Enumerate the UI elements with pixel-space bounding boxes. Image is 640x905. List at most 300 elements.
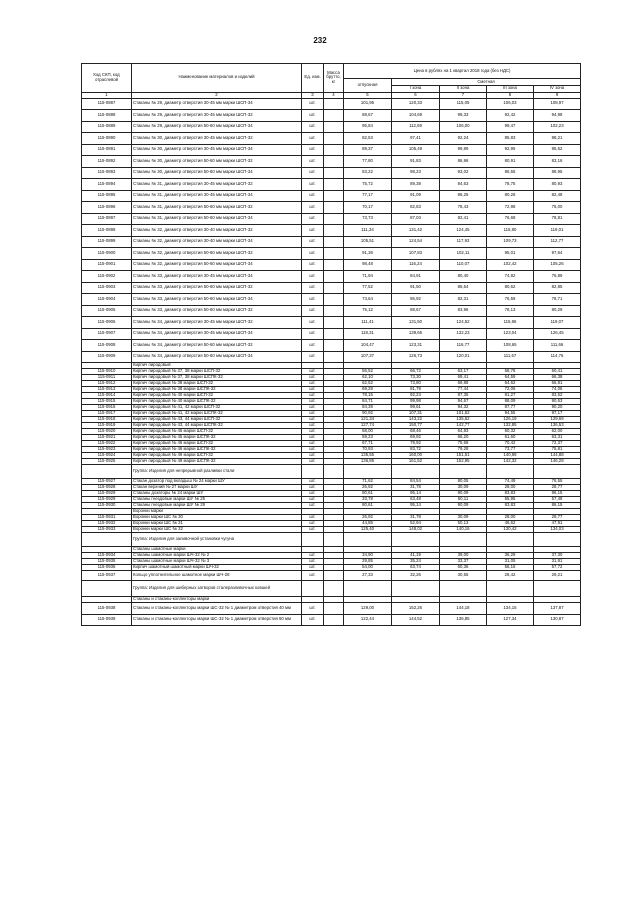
- mass-cell: [324, 571, 344, 581]
- zone-4-price-cell: 134,03: [534, 527, 581, 533]
- name-cell: Кирпич пиродовый № 45 марки ШСП-32: [132, 429, 302, 435]
- name-cell: Воронки марки: [132, 509, 302, 515]
- zone-2-price-cell: 92,24: [440, 133, 487, 145]
- zone-2-price-cell: 132,23: [440, 328, 487, 340]
- zone-4-price-cell: 126,45: [534, 328, 581, 340]
- name-cell: Стаканы и стаканы-коллекторы марки ШС-32 № 1 диаметром отверстия 60 мм: [132, 614, 302, 626]
- zone-2-price-cell: 101,62: [440, 411, 487, 417]
- table-row: [82, 271, 581, 283]
- zone-2-price-cell: 115,05: [440, 98, 487, 110]
- zone-4-price-cell: 62,00: [534, 429, 581, 435]
- code-cell: 115-0889: [82, 121, 132, 133]
- code-cell: 115-0920: [82, 429, 132, 435]
- mass-cell: [324, 603, 344, 615]
- zone-2-price-cell: 80,40: [440, 271, 487, 283]
- header-unit: Ед. изм.: [302, 64, 324, 93]
- table-row: [82, 144, 581, 156]
- zone-1-price-cell: 98,23: [392, 167, 440, 179]
- zone-2-price-cell: 124,52: [440, 317, 487, 329]
- table-row: [82, 248, 581, 260]
- zone-3-price-cell: 88,09: [487, 399, 534, 405]
- zone-2-price-cell: 30,09: [440, 485, 487, 491]
- mass-cell: [324, 225, 344, 237]
- zone-3-price-cell: 83,83: [487, 503, 534, 509]
- release-price-cell: 111,34: [344, 225, 392, 237]
- price-table: [81, 63, 581, 626]
- mass-cell: [324, 340, 344, 352]
- zone-3-price-cell: 134,15: [487, 603, 534, 615]
- code-cell: 115-0910: [82, 369, 132, 375]
- zone-3-price-cell: 46,62: [487, 521, 534, 527]
- unit-cell: шт.: [302, 479, 324, 485]
- zone-1-price-cell: 91,83: [392, 156, 440, 168]
- table-row: [82, 133, 581, 145]
- release-price-cell: 129,00: [344, 603, 392, 615]
- zone-3-price-cell: 74,82: [487, 271, 534, 283]
- name-cell: Кирпич пиродовый: [132, 363, 302, 369]
- zone-2-price-cell: 64,83: [440, 429, 487, 435]
- release-price-cell: 75,12: [344, 305, 392, 317]
- zone-4-price-cell: 74,06: [534, 387, 581, 393]
- zone-2-price-cell: 82,41: [440, 213, 487, 225]
- mass-cell: [324, 581, 344, 597]
- code-cell: 115-0904: [82, 294, 132, 306]
- zone-2-price-cell: 82,31: [440, 294, 487, 306]
- zone-2-price-cell: 50,13: [440, 521, 487, 527]
- name-cell: Стаканы № 32, диаметр отверстия 30-40 мм марки ШСП-34: [132, 236, 302, 248]
- zone-1-price-cell: 95,14: [392, 491, 440, 497]
- zone-4-price-cell: 90,20: [534, 405, 581, 411]
- zone-3-price-cell: 108,65: [487, 340, 534, 352]
- zone-1-price-cell: 32,26: [392, 571, 440, 581]
- unit-cell: шт.: [302, 441, 324, 447]
- zone-3-price-cell: 132,85: [487, 423, 534, 429]
- zone-4-price-cell: 90,53: [534, 399, 581, 405]
- release-price-cell: 71,62: [344, 479, 392, 485]
- zone-2-price-cell: 30,55: [440, 571, 487, 581]
- table-row: [82, 581, 581, 597]
- zone-1-price-cell: 68,46: [392, 429, 440, 435]
- zone-2-price-cell: 152,95: [440, 459, 487, 465]
- name-cell: Кирпич пиродовый № 41, 42 марки ШСПК-32: [132, 411, 302, 417]
- code-cell: [82, 533, 132, 547]
- code-cell: 115-0917: [82, 411, 132, 417]
- unit-cell: шт.: [302, 387, 324, 393]
- header-name: Наименование материалов и изделий: [132, 64, 302, 93]
- release-price-cell: 84,39: [344, 405, 392, 411]
- table-row: [82, 282, 581, 294]
- zone-2-price-cell: 78,43: [440, 202, 487, 214]
- release-price-cell: 101,95: [344, 98, 392, 110]
- table-row: [82, 167, 581, 179]
- code-cell: 115-0908: [82, 340, 132, 352]
- code-cell: 115-0918: [82, 417, 132, 423]
- zone-1-price-cell: 91,50: [392, 282, 440, 294]
- name-cell: Стаканы № 31, диаметр отверстия 50-60 мм марки ШСП-34: [132, 213, 302, 225]
- table-row: [82, 571, 581, 581]
- zone-1-price-cell: 84,91: [392, 271, 440, 283]
- name-cell: Стаканы шамотные марки ШЧ-32 № 3: [132, 559, 302, 565]
- release-price-cell: 59,23: [344, 435, 392, 441]
- name-cell: Стакан верхний № 27 марки ШУ: [132, 485, 302, 491]
- unit-cell: шт.: [302, 369, 324, 375]
- mass-cell: [324, 294, 344, 306]
- unit-cell: шт.: [302, 393, 324, 399]
- mass-cell: [324, 98, 344, 110]
- code-cell: 115-0905: [82, 305, 132, 317]
- unit-cell: шт.: [302, 328, 324, 340]
- code-cell: 115-0925: [82, 459, 132, 465]
- column-number: 2: [132, 92, 302, 98]
- code-cell: 115-0934: [82, 553, 132, 559]
- unit-cell: шт.: [302, 459, 324, 465]
- zone-3-price-cell: 72,98: [487, 202, 534, 214]
- code-cell: 115-0939: [82, 614, 132, 626]
- zone-1-price-cell: 31,78: [392, 485, 440, 491]
- mass-cell: [324, 465, 344, 479]
- release-price-cell: 84,71: [344, 399, 392, 405]
- zone-3-price-cell: 111,67: [487, 351, 534, 363]
- zone-2-price-cell: 69,88: [440, 381, 487, 387]
- zone-4-price-cell: [534, 465, 581, 479]
- table-row: [82, 317, 581, 329]
- unit-cell: шт.: [302, 213, 324, 225]
- unit-cell: шт.: [302, 271, 324, 283]
- name-cell: Стаканы шамотные марки: [132, 547, 302, 553]
- zone-4-price-cell: 105,26: [534, 259, 581, 271]
- code-cell: 115-0916: [82, 405, 132, 411]
- zone-2-price-cell: 84,63: [440, 179, 487, 191]
- zone-3-price-cell: 102,42: [487, 259, 534, 271]
- name-cell: Кирпич пиродовый № 40 марки ШСПК-32: [132, 399, 302, 405]
- zone-2-price-cell: 106,00: [440, 121, 487, 133]
- name-cell: Стаканы гнездовые марки ШУ № 29: [132, 503, 302, 509]
- zone-2-price-cell: 80,05: [440, 479, 487, 485]
- name-cell: Кирпич пиродовый № 38 марки ШСП-32: [132, 381, 302, 387]
- mass-cell: [324, 110, 344, 122]
- zone-4-price-cell: 102,23: [534, 121, 581, 133]
- release-price-cell: 88,67: [344, 110, 392, 122]
- unit-cell: шт.: [302, 497, 324, 503]
- mass-cell: [324, 614, 344, 626]
- header-price-title: Цена в рублях на 1 квартал 2018 года (без НДС): [344, 64, 581, 79]
- zone-2-price-cell: 63,17: [440, 369, 487, 375]
- zone-2-price-cell: [440, 581, 487, 597]
- zone-1-price-cell: 95,14: [392, 503, 440, 509]
- table-row: [82, 533, 581, 547]
- zone-1-price-cell: [392, 581, 440, 597]
- name-cell: Воронки марки ШС № 31: [132, 521, 302, 527]
- unit-cell: шт.: [302, 405, 324, 411]
- zone-1-price-cell: 92,24: [392, 393, 440, 399]
- mass-cell: [324, 259, 344, 271]
- zone-1-price-cell: 41,19: [392, 553, 440, 559]
- zone-1-price-cell: 139,65: [392, 328, 440, 340]
- table-row: [82, 305, 581, 317]
- mass-cell: [324, 282, 344, 294]
- zone-3-price-cell: 61,60: [487, 435, 534, 441]
- zone-4-price-cell: 75,81: [534, 447, 581, 453]
- header-zone-4: IV зона: [534, 86, 581, 93]
- release-price-cell: 136,85: [344, 459, 392, 465]
- release-price-cell: 70,17: [344, 202, 392, 214]
- release-price-cell: 77,17: [344, 190, 392, 202]
- unit-cell: шт.: [302, 225, 324, 237]
- zone-1-price-cell: [392, 533, 440, 547]
- zone-4-price-cell: 130,87: [534, 614, 581, 626]
- zone-4-price-cell: 78,71: [534, 294, 581, 306]
- zone-4-price-cell: 80,29: [534, 305, 581, 317]
- zone-4-price-cell: 29,21: [534, 571, 581, 581]
- zone-3-price-cell: 92,95: [487, 144, 534, 156]
- code-cell: 115-0888: [82, 110, 132, 122]
- unit-cell: [302, 533, 324, 547]
- table-row: [82, 259, 581, 271]
- release-price-cell: 118,31: [344, 328, 392, 340]
- release-price-cell: 70,93: [344, 447, 392, 453]
- table-header: [82, 64, 581, 99]
- zone-2-price-cell: 83,96: [440, 305, 487, 317]
- code-cell: 115-0890: [82, 133, 132, 145]
- name-cell: Кирпич пиродовый № 43, 44 марки ШСП-32: [132, 417, 302, 423]
- zone-2-price-cell: 136,85: [440, 614, 487, 626]
- release-price-cell: 83,22: [344, 167, 392, 179]
- table-row: [82, 98, 581, 110]
- zone-4-price-cell: 83,52: [534, 393, 581, 399]
- release-price-cell: 80,61: [344, 491, 392, 497]
- release-price-cell: 95,84: [344, 121, 392, 133]
- zone-4-price-cell: 144,88: [534, 453, 581, 459]
- release-price-cell: 34,90: [344, 553, 392, 559]
- name-cell: Стаканы № 34, диаметр отверстия 30-45 мм марки ШСП-32: [132, 317, 302, 329]
- release-price-cell: 135,55: [344, 453, 392, 459]
- zone-1-price-cell: 66,72: [392, 369, 440, 375]
- name-cell: Стаканы № 33, диаметр отверстия 50-60 мм марки ШСП-34: [132, 294, 302, 306]
- unit-cell: шт.: [302, 527, 324, 533]
- code-cell: 115-0898: [82, 225, 132, 237]
- release-price-cell: 127,74: [344, 423, 392, 429]
- zone-4-price-cell: 97,17: [534, 411, 581, 417]
- mass-cell: [324, 133, 344, 145]
- release-price-cell: 27,33: [344, 571, 392, 581]
- name-cell: Кирпич шамотный шамотный марки ШЧ-32: [132, 565, 302, 571]
- zone-2-price-cell: 94,32: [440, 405, 487, 411]
- zone-1-price-cell: 73,30: [392, 375, 440, 381]
- zone-4-price-cell: [534, 533, 581, 547]
- name-cell: Воронки марки ШС № 30: [132, 515, 302, 521]
- code-cell: 115-0893: [82, 167, 132, 179]
- zone-4-price-cell: 72,37: [534, 441, 581, 447]
- zone-3-price-cell: 127,34: [487, 614, 534, 626]
- zone-4-price-cell: 31,91: [534, 559, 581, 565]
- code-cell: 115-0911: [82, 375, 132, 381]
- unit-cell: шт.: [302, 399, 324, 405]
- release-price-cell: 77,52: [344, 282, 392, 294]
- zone-4-price-cell: 88,95: [534, 167, 581, 179]
- zone-2-price-cell: 79,28: [440, 447, 487, 453]
- mass-cell: [324, 271, 344, 283]
- release-price-cell: 90,92: [344, 411, 392, 417]
- release-price-cell: 89,37: [344, 144, 392, 156]
- zone-1-price-cell: 63,48: [392, 497, 440, 503]
- zone-3-price-cell: 74,49: [487, 479, 534, 485]
- code-cell: 115-0922: [82, 441, 132, 447]
- mass-cell: [324, 248, 344, 260]
- zone-2-price-cell: 39,00: [440, 553, 487, 559]
- zone-3-price-cell: 76,59: [487, 294, 534, 306]
- release-price-cell: 77,80: [344, 156, 392, 168]
- zone-3-price-cell: 130,42: [487, 527, 534, 533]
- unit-cell: [302, 465, 324, 479]
- release-price-cell: 75,72: [344, 179, 392, 191]
- zone-3-price-cell: 28,00: [487, 515, 534, 521]
- zone-2-price-cell: 142,77: [440, 423, 487, 429]
- unit-cell: шт.: [302, 423, 324, 429]
- mass-cell: [324, 213, 344, 225]
- name-cell: Стаканы № 31, диаметр отверстия 30-45 мм марки ШСП-32: [132, 179, 302, 191]
- release-price-cell: 91,36: [344, 248, 392, 260]
- code-cell: 115-0933: [82, 527, 132, 533]
- mass-cell: [324, 328, 344, 340]
- name-cell: Стаканы № 30, диаметр отверстия 50-60 мм марки ШСП-32: [132, 156, 302, 168]
- zone-2-price-cell: 33,37: [440, 559, 487, 565]
- zone-3-price-cell: 106,03: [487, 98, 534, 110]
- mass-cell: [324, 317, 344, 329]
- zone-2-price-cell: 99,33: [440, 110, 487, 122]
- name-cell: Стаканы № 34, диаметр отверстия 50-60 мм марки ШСП-34: [132, 351, 302, 363]
- zone-3-price-cell: 80,91: [487, 156, 534, 168]
- unit-cell: шт.: [302, 447, 324, 453]
- name-cell: Стаканы № 32, диаметр отверстия 30-40 мм марки ШСП-32: [132, 225, 302, 237]
- zone-1-price-cell: 131,42: [392, 225, 440, 237]
- name-cell: Стаканы № 29, диаметр отверстия 30-45 мм марки ШСП-32: [132, 110, 302, 122]
- zone-3-price-cell: 64,62: [487, 381, 534, 387]
- zone-4-price-cell: 57,48: [534, 497, 581, 503]
- column-number: 7: [440, 92, 487, 98]
- code-cell: 115-0935: [82, 559, 132, 565]
- release-price-cell: 121,34: [344, 417, 392, 423]
- release-price-cell: 122,44: [344, 614, 392, 626]
- code-cell: 115-0928: [82, 485, 132, 491]
- name-cell: Стаканы № 34, диаметр отверстия 30-45 мм марки ШСП-34: [132, 328, 302, 340]
- zone-3-price-cell: [487, 465, 534, 479]
- name-cell: Стаканы № 29, диаметр отверстия 30-45 мм марки ШСП-34: [132, 98, 302, 110]
- zone-4-price-cell: 80,93: [534, 179, 581, 191]
- zone-4-price-cell: 37,30: [534, 553, 581, 559]
- column-number: 8: [487, 92, 534, 98]
- zone-3-price-cell: 78,75: [487, 179, 534, 191]
- zone-1-price-cell: 69,92: [392, 435, 440, 441]
- zone-3-price-cell: 64,59: [487, 375, 534, 381]
- table-row: [82, 614, 581, 626]
- code-cell: 115-0909: [82, 351, 132, 363]
- code-cell: 115-0931: [82, 515, 132, 521]
- zone-3-price-cell: 76,68: [487, 213, 534, 225]
- zone-4-price-cell: 119,01: [534, 225, 581, 237]
- name-cell: Стаканы № 32, диаметр отверстия 50-60 мм марки ШСП-32: [132, 248, 302, 260]
- zone-1-price-cell: 82,83: [392, 202, 440, 214]
- code-cell: 115-0929: [82, 491, 132, 497]
- zone-1-price-cell: 99,61: [392, 405, 440, 411]
- mass-cell: [324, 167, 344, 179]
- zone-2-price-cell: 151,51: [440, 453, 487, 459]
- zone-3-price-cell: 87,77: [487, 405, 534, 411]
- zone-3-price-cell: 115,80: [487, 225, 534, 237]
- table-row: [82, 603, 581, 615]
- release-price-cell: 73,73: [344, 213, 392, 225]
- release-price-cell: 56,52: [344, 369, 392, 375]
- header-zone-1: I зона: [392, 86, 440, 93]
- table-row: [82, 190, 581, 202]
- unit-cell: шт.: [302, 453, 324, 459]
- zone-1-price-cell: 81,79: [392, 387, 440, 393]
- code-cell: 115-0932: [82, 521, 132, 527]
- name-cell: Стакан дозатор под вкладыш № 24 марки ШУ: [132, 479, 302, 485]
- zone-4-price-cell: 88,21: [534, 133, 581, 145]
- zone-2-price-cell: 135,62: [440, 417, 487, 423]
- zone-4-price-cell: 78,81: [534, 213, 581, 225]
- code-cell: 115-0927: [82, 479, 132, 485]
- zone-2-price-cell: 77,44: [440, 387, 487, 393]
- release-price-cell: 73,64: [344, 294, 392, 306]
- code-cell: 115-0914: [82, 393, 132, 399]
- code-cell: 115-0894: [82, 179, 132, 191]
- zone-4-price-cell: 66,81: [534, 381, 581, 387]
- zone-3-price-cell: [487, 581, 534, 597]
- zone-4-price-cell: 28,77: [534, 485, 581, 491]
- name-cell: Кирпич пиродовый № 41, 42 марки ШСП-32: [132, 405, 302, 411]
- name-cell: Группа: Изделия для шиберных затворов сталеразливочных ковшей: [132, 581, 302, 597]
- zone-2-price-cell: 86,64: [440, 282, 487, 294]
- zone-1-price-cell: 88,67: [392, 305, 440, 317]
- unit-cell: шт.: [302, 435, 324, 441]
- zone-1-price-cell: 35,24: [392, 559, 440, 565]
- zone-4-price-cell: 112,77: [534, 236, 581, 248]
- unit-cell: шт.: [302, 503, 324, 509]
- unit-cell: шт.: [302, 559, 324, 565]
- zone-2-price-cell: 86,96: [440, 156, 487, 168]
- unit-cell: шт.: [302, 565, 324, 571]
- zone-2-price-cell: 60,11: [440, 497, 487, 503]
- unit-cell: шт.: [302, 571, 324, 581]
- release-price-cell: 26,92: [344, 515, 392, 521]
- code-cell: 115-0936: [82, 565, 132, 571]
- zone-1-price-cell: 87,03: [392, 213, 440, 225]
- zone-3-price-cell: 85,83: [487, 133, 534, 145]
- code-cell: 115-0887: [82, 98, 132, 110]
- zone-2-price-cell: 66,20: [440, 435, 487, 441]
- zone-3-price-cell: 109,73: [487, 236, 534, 248]
- release-price-cell: 62,52: [344, 381, 392, 387]
- unit-cell: шт.: [302, 190, 324, 202]
- zone-4-price-cell: 76,89: [534, 271, 581, 283]
- mass-cell: [324, 190, 344, 202]
- zone-3-price-cell: 58,78: [487, 369, 534, 375]
- mass-cell: [324, 533, 344, 547]
- code-cell: 115-0896: [82, 202, 132, 214]
- unit-cell: шт.: [302, 553, 324, 559]
- zone-4-price-cell: 136,53: [534, 423, 581, 429]
- unit-cell: шт.: [302, 411, 324, 417]
- zone-2-price-cell: 69,41: [440, 375, 487, 381]
- release-price-cell: [344, 581, 392, 597]
- zone-4-price-cell: 94,98: [534, 110, 581, 122]
- table-row: [82, 340, 581, 352]
- zone-4-price-cell: 111,66: [534, 340, 581, 352]
- zone-2-price-cell: 75,68: [440, 441, 487, 447]
- zone-2-price-cell: 140,16: [440, 527, 487, 533]
- unit-cell: шт.: [302, 179, 324, 191]
